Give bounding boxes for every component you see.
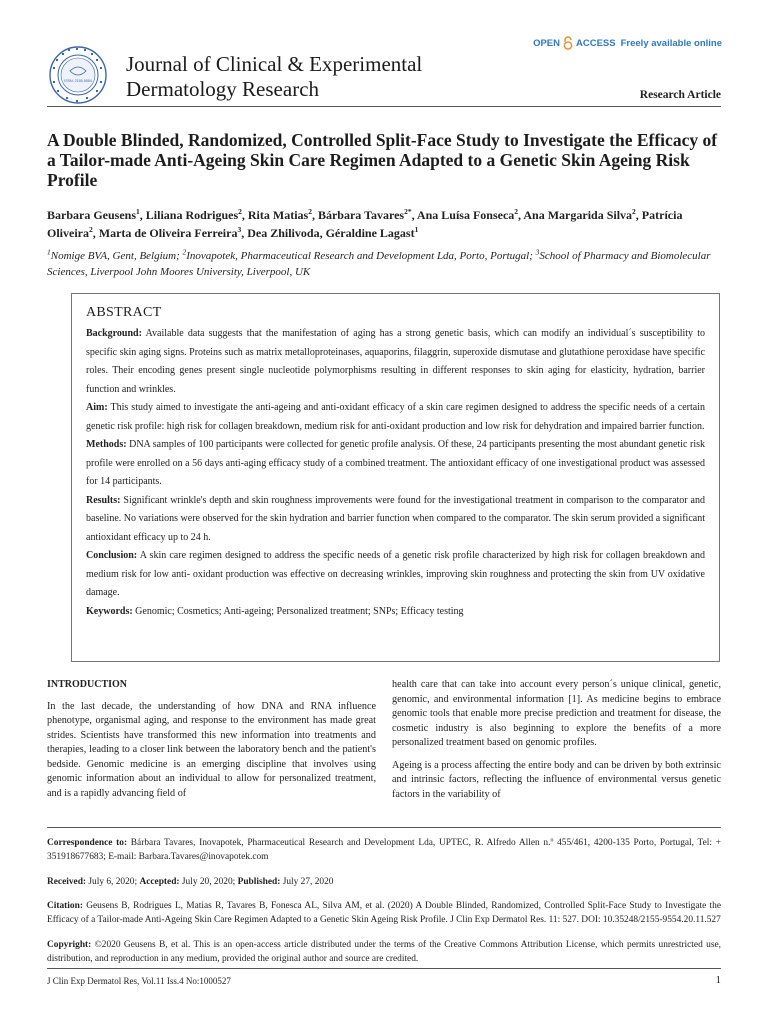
correspondence-text: Bárbara Tavares, Inovapotek, Pharmaceutical Research and Development Lda, UPTEC, R. Alfredo Allen n.º 455/461, 4200-135 Porto, Portugal, Tel: + 351918677683; E-mail: Barbara.Tavares@inovapotek.com: [47, 838, 721, 862]
freely-available-label: Freely available online: [620, 37, 722, 49]
logo-issn: ISSN: 2155-9554: [64, 79, 92, 83]
body-column-left: [47, 678, 376, 801]
citation-text: Geusens B, Rodrigues L, Matias R, Tavares B, Fonesca AL, Silva AM, et al. (2020) A Double Blinded, Randomized, Controlled Split-Face Study to Investigate the Efficacy of a Tailor-made Anti-Ageing Skin Care Regimen Adapted to a Genetic Skin Ageing Risk Profile. J Clin Exp Dermatol Res. 11: 527. DOI: 10.35248/2155-9554.20.11.527: [47, 901, 721, 926]
author-affiliation-sup: 1: [136, 207, 140, 216]
author-name: Barbara Geusens: [47, 208, 137, 222]
author-list: Barbara Geusens$^1$, Liliana Rodrigues$^2$, Rita Matias$^2$, Bárbara Tavares$^{2*}$, Ana Luísa Fonseca$^2$, Ana Margarida Silva$^2$, Patrícia Oliveira$^2$, Marta de Oliveira Ferreira$^3$, Dea Zhilivoda, Géraldine Lagast$^1$: [47, 207, 683, 240]
intro-paragraph-3: Ageing is a process affecting the entire body and can be driven by both extrinsic and intrinsic factors, reflecting the influence of environmental versus genetic factors in the variability of: [392, 759, 721, 800]
author-name: Dea Zhilivoda: [247, 226, 320, 240]
background-label: Background:: [86, 328, 142, 339]
abstract-background: [86, 325, 705, 399]
footer-journal-ref: J Clin Exp Dermatol Res, Vol.11 Iss.4 No:1000527: [47, 976, 231, 986]
dates: [47, 876, 721, 890]
aff-sup-2: 2: [182, 247, 187, 257]
introduction-heading: INTRODUCTION: [47, 679, 128, 690]
journal-name-line1: Journal of Clinical & Experimental: [126, 52, 423, 76]
abstract-box: [71, 293, 720, 662]
keywords-text: Genomic; Cosmetics; Anti-ageing; Personalized treatment; SNPs; Efficacy testing: [132, 605, 464, 617]
published-label: Published:: [237, 876, 281, 887]
article-notes: [47, 837, 721, 978]
author-name: Bárbara Tavares: [317, 208, 405, 222]
abstract-keywords: [86, 603, 705, 622]
keywords-label: Keywords:: [86, 605, 133, 617]
aff-sup-3: 3: [535, 247, 540, 257]
affiliations: [47, 248, 727, 280]
received-date: July 6, 2020;: [86, 876, 140, 887]
journal-name-line2: Dermatology Research: [126, 77, 320, 101]
received-label: Received:: [47, 876, 87, 887]
copyright-text: ©2020 Geusens B, et al. This is an open-access article distributed under the terms of the Creative Commons Attribution License, which permits unrestricted use, distribution, and reproduction in any medium, provided the original author and source are credited.: [47, 939, 721, 964]
open-lock-icon: [562, 36, 574, 50]
header-divider: [47, 106, 721, 107]
journal-name: [126, 52, 422, 102]
access-label: ACCESS: [576, 37, 616, 49]
affiliation-1: Nomige BVA, Gent, Belgium;: [50, 250, 183, 262]
author-affiliation-sup: 2: [308, 207, 312, 216]
open-access-badge: [533, 36, 722, 50]
body-column-right: [392, 678, 721, 802]
affiliation-3: School of Pharmacy and Biomolecular Sciences, Liverpool John Moores University, Liverpool, UK: [47, 250, 711, 278]
article-title: A Double Blinded, Randomized, Controlled Split-Face Study to Investigate the Efficacy of a Tailor-made Anti-Ageing Skin Care Regimen Adapted to a Genetic Skin Ageing Risk Profile: [47, 130, 718, 190]
journal-logo: [48, 45, 108, 105]
affiliation-2: Inovapotek, Pharmaceutical Research and Development Lda, Porto, Portugal;: [186, 250, 536, 262]
author-name: Liliana Rodrigues: [145, 208, 239, 222]
intro-paragraph-2: health care that can take into account every person´s unique clinical, genetic, genomic, and environmental information [1]. As medicine begins to embrace genomic tools that enable more precise prediction and treatment for disease, the cosmetic industry is also beginning to explore the benefits of a more personalized treatment based on genomic profiles.: [392, 679, 721, 748]
author-affiliation-sup: 2: [238, 207, 242, 216]
conclusion-text: A skin care regimen designed to address the specific needs of a genetic risk profile characterized by high risk for collagen breakdown and medium risk for low anti- oxidant production was effective on decreasing wrinkles, improving skin roughness and protecting the skin from UV oxidative damage.: [86, 550, 705, 598]
methods-text: DNA samples of 100 participants were collected for genetic profile analysis. Of these, 24 participants presenting the most abundant genetic risk profile were enrolled on a 56 days anti-aging efficacy study of a combined treatment. The antioxidant efficacy of one investigational product was assessed for 14 participants.: [86, 439, 705, 487]
author-affiliation-sup: 2*: [404, 207, 412, 216]
copyright: [47, 939, 721, 967]
correspondence-label: Correspondence to:: [47, 838, 128, 848]
author-name: Ana Luísa Fonseca: [416, 208, 515, 222]
results-label: Results:: [86, 494, 121, 506]
author-name: Rita Matias: [247, 208, 309, 222]
author-name: Ana Margarida Silva: [523, 208, 633, 222]
background-text: Available data suggests that the manifestation of aging has a strong genetic basis, which can modify an individual´s susceptibility to specific skin aging signs. Proteins such as matrix metalloproteinases, aquaporins, filaggrin, superoxide dismutase and glutathione peroxidase have specific roles. Their encoding genes present single nucleotide polymorphisms resulting in different responses to skin aging for elasticity, hydration, barrier function and wrinkles.: [86, 328, 705, 395]
notes-divider: [47, 827, 721, 828]
citation-label: Citation:: [47, 901, 83, 912]
aff-sup-1: 1: [47, 247, 51, 257]
citation: [47, 900, 721, 928]
page-number: 1: [715, 974, 721, 986]
author-affiliation-sup: 1: [414, 225, 419, 234]
author-name: Géraldine Lagast: [325, 226, 415, 240]
conclusion-label: Conclusion:: [86, 550, 138, 561]
author-affiliation-sup: 3: [237, 225, 242, 234]
copyright-label: Copyright:: [47, 939, 92, 950]
results-text: Significant wrinkle's depth and skin roughness improvements were found for the investigational treatment in comparison to the comparator and baseline. No variations were observed for the skin hydration and barrier function when compared to the comparator. The skin serum provided a significant antioxidant efficacy up to 24 h.: [86, 494, 705, 543]
open-label: OPEN: [533, 37, 561, 49]
author-name: Marta de Oliveira Ferreira: [98, 226, 238, 240]
article-type: Research Article: [639, 89, 721, 101]
author-affiliation-sup: 2: [632, 207, 636, 216]
published-date: July 27, 2020: [280, 876, 334, 887]
methods-label: Methods:: [86, 439, 127, 450]
accepted-label: Accepted:: [139, 876, 180, 887]
intro-paragraph-1: In the last decade, the understanding of how DNA and RNA influence phenotype, organismal aging, and response to the environment has made great strides. Scientists have transformed this new information into treatments and therapies, leading to a closer link between the laboratory bench and the patient's bedside. Genomic medicine is an emerging discipline that involves using genomic information about an individual to allow for personalized treatment, and is a rapidly advancing field of: [47, 700, 376, 799]
abstract-methods: [86, 436, 705, 492]
author-name: Patrícia Oliveira: [47, 208, 683, 240]
abstract-conclusion: [86, 547, 705, 603]
correspondence: [47, 837, 721, 865]
abstract-heading: ABSTRACT: [86, 305, 162, 320]
aim-label: Aim:: [86, 402, 108, 413]
author-affiliation-sup: 2: [89, 225, 93, 234]
abstract-results: [86, 492, 705, 548]
footer-divider: [47, 968, 721, 969]
author-affiliation-sup: 2: [514, 207, 519, 216]
aim-text: This study aimed to investigate the anti-ageing and anti-oxidant efficacy of a skin care regimen designed to address the specific needs of a certain genetic risk profile: high risk for collagen breakdown, medium risk for anti-oxidant production and low risk for dehydration and impaired barrier function.: [86, 402, 705, 432]
accepted-date: July 20, 2020;: [179, 876, 238, 887]
abstract-aim: [86, 399, 705, 436]
